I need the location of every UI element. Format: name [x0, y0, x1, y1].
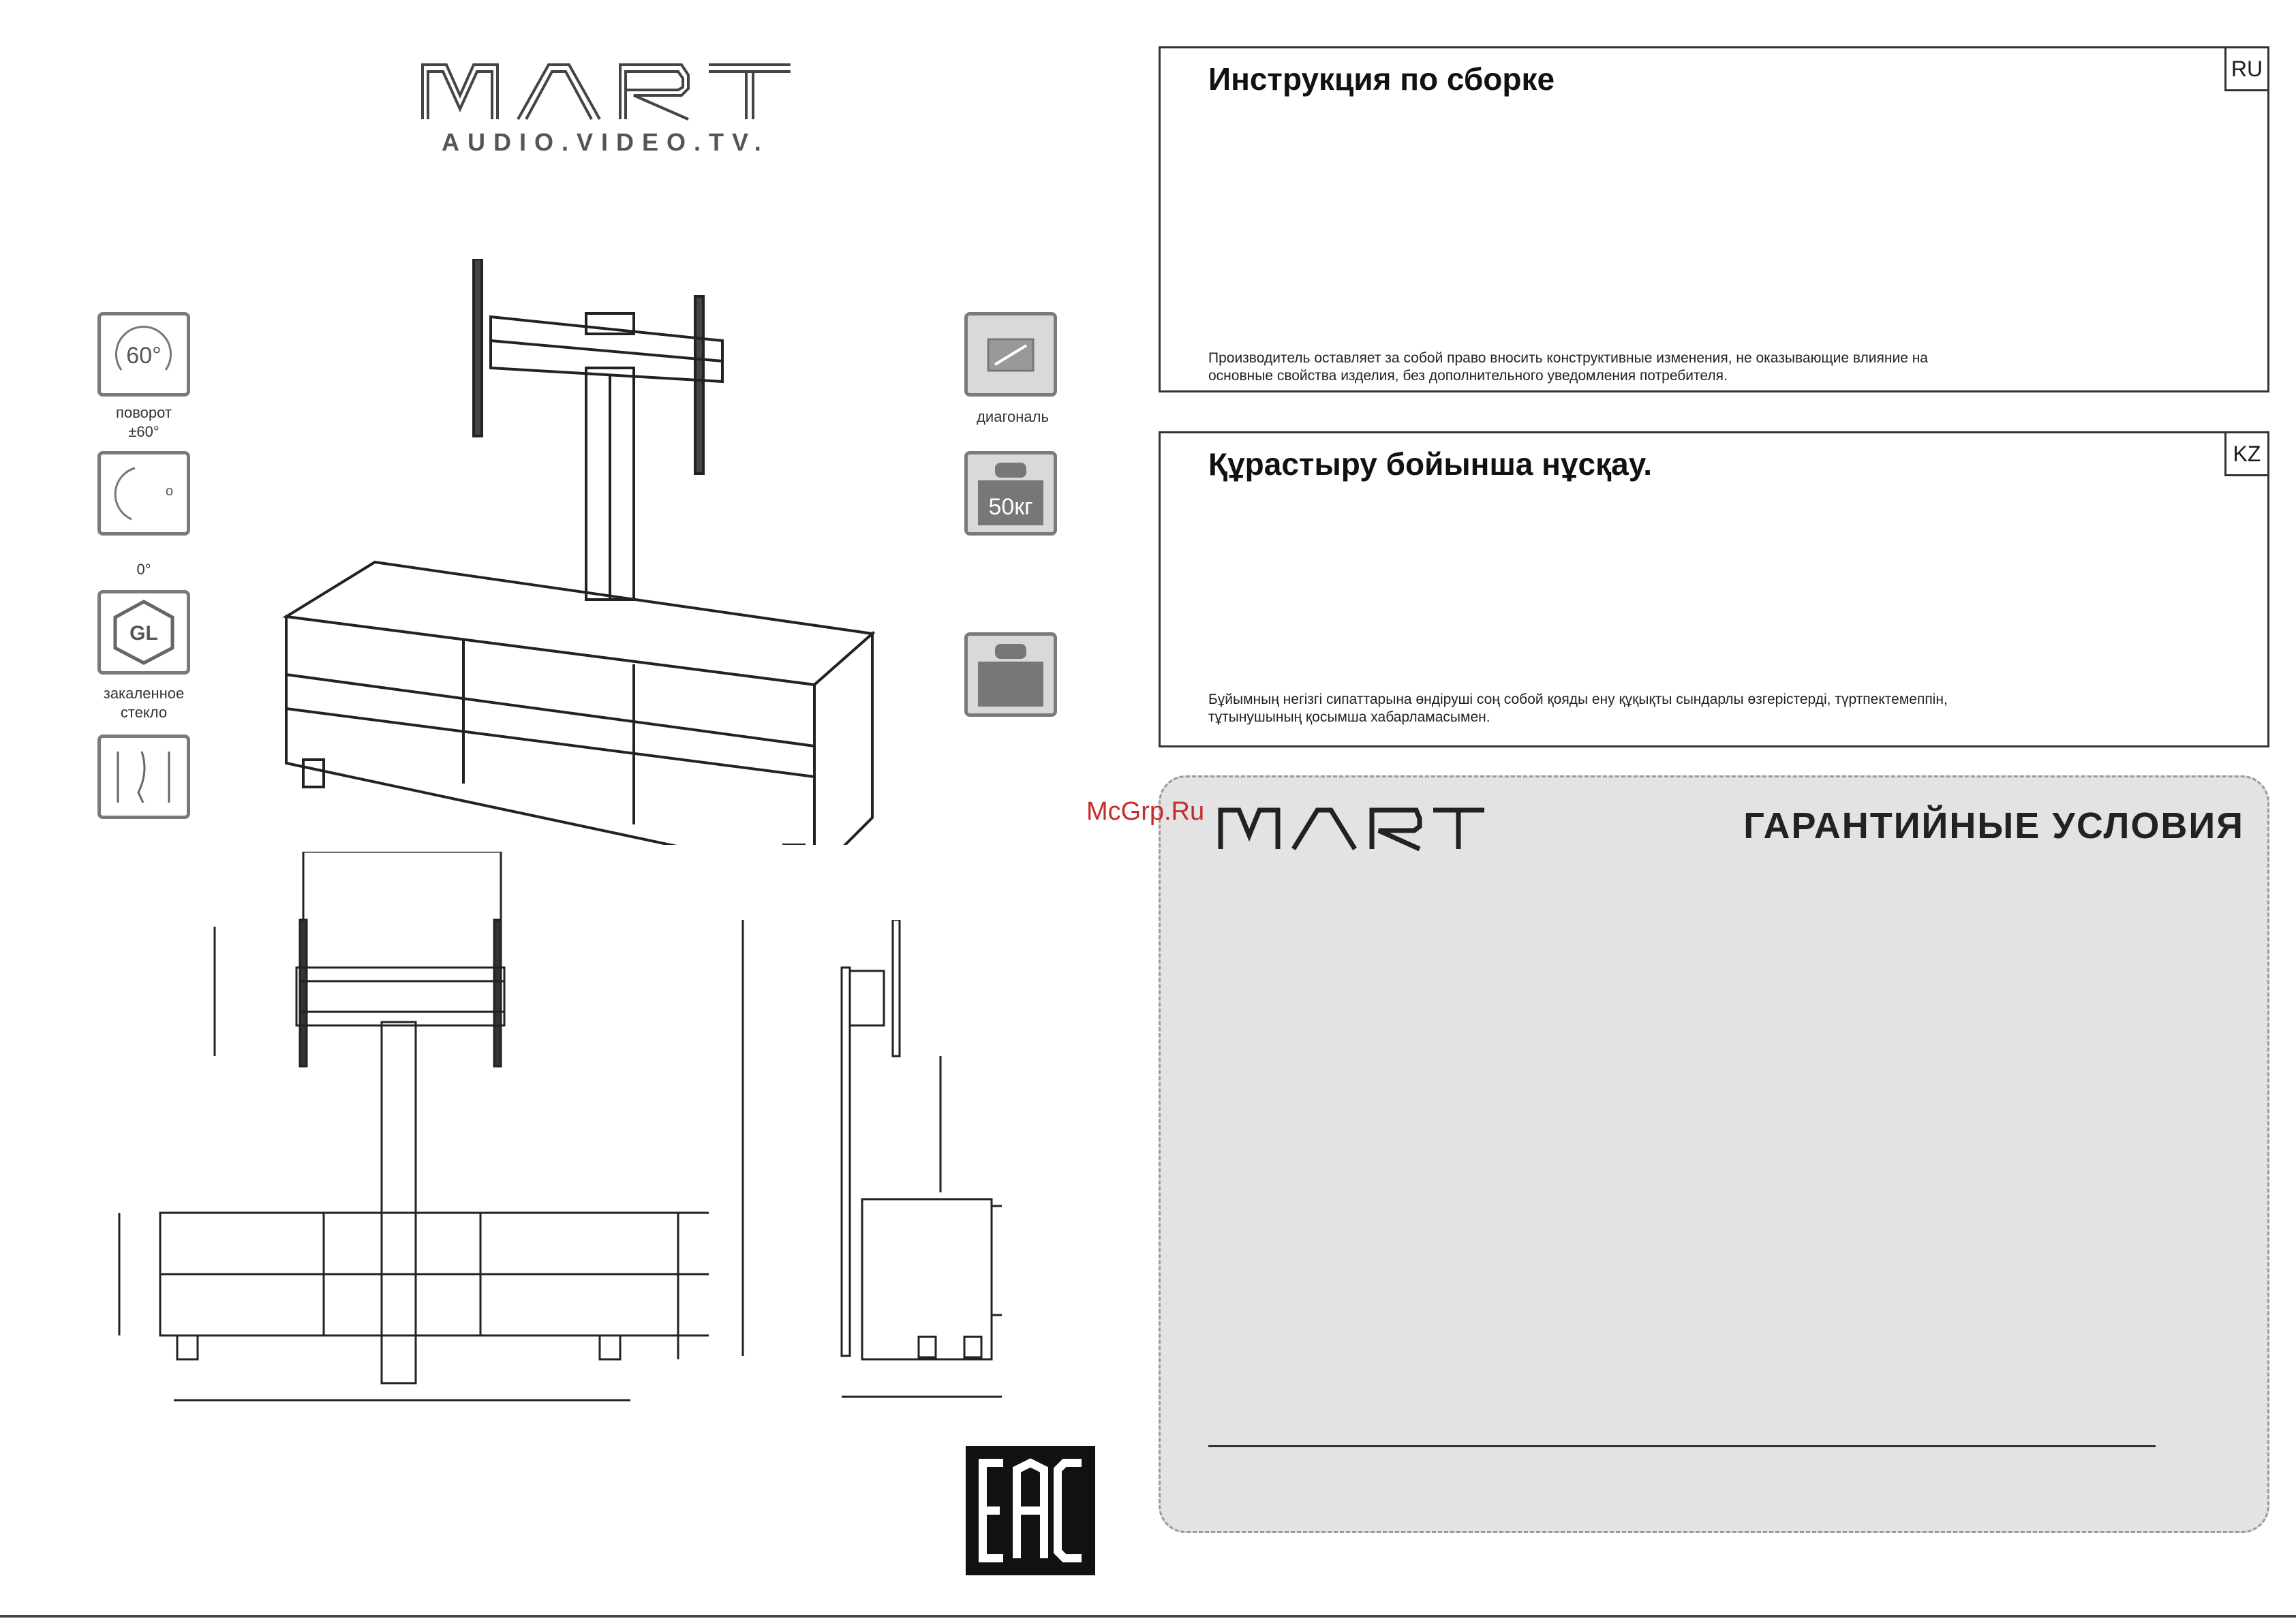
mart-logo: [416, 55, 797, 129]
panel-kz-note: [1208, 691, 2094, 726]
rotation-icon: [97, 312, 190, 397]
bottom-rule: [0, 1615, 2296, 1618]
panel-ru-note-line1: Производитель оставляет за собой право вносить конструктивные изменения, не оказывающие влияние на: [1208, 350, 1928, 366]
front-view-dimension-drawing: [109, 852, 709, 1417]
panel-ru-title: Инструкция по сборке: [1208, 61, 1555, 97]
cable-icon: [97, 735, 190, 819]
svg-text:60°: 60°: [126, 343, 162, 369]
warranty-panel: [1159, 775, 2269, 1533]
panel-ru-note: [1208, 350, 2094, 385]
panel-kz-note-line2: тұтынушының қосымша хабарламасымен.: [1208, 709, 1490, 725]
svg-text:o: o: [166, 484, 174, 499]
glass-icon: [97, 590, 190, 675]
diagonal-icon: [964, 312, 1057, 397]
warranty-logo: [1215, 805, 1488, 852]
svg-text:GL: GL: [129, 622, 158, 645]
side-view-dimension-drawing: [736, 920, 1009, 1410]
lang-tag-ru: RU: [2224, 46, 2269, 91]
weight-icon: [964, 632, 1057, 717]
watermark: McGrp.Ru: [1086, 797, 1205, 826]
panel-ru: [1159, 46, 2269, 392]
panel-ru-note-line2: основные свойства изделия, без дополнительного уведомления потребителя.: [1208, 368, 1728, 384]
eac-certification-mark: [966, 1446, 1095, 1575]
diagonal-caption: диагональ: [977, 408, 1049, 425]
rotation-caption: поворот ±60°: [116, 404, 172, 440]
panel-kz-title: Құрастыру бойынша нұсқау.: [1208, 446, 1653, 482]
tilt-caption: 0°: [136, 561, 151, 578]
warranty-title: ГАРАНТИЙНЫЕ УСЛОВИЯ: [1743, 805, 2244, 846]
glass-caption: закаленное стекло: [103, 685, 185, 721]
panel-kz: [1159, 431, 2269, 747]
lang-tag-kz: KZ: [2224, 431, 2269, 476]
product-perspective-drawing: [273, 259, 886, 845]
panel-kz-note-line1: Бұйымның негізгі сипаттарына өндіруші соң собой қояды ену құқықты сындарлы өзгерістерді, түртпектемеппін,: [1208, 692, 1948, 707]
svg-text:50кг: 50кг: [988, 494, 1033, 520]
signature-line: [1208, 1445, 2156, 1447]
brand-tagline: AUDIO.VIDEO.TV.: [442, 128, 769, 156]
load-50kg-icon: [964, 451, 1057, 536]
tilt-icon: [97, 451, 190, 536]
